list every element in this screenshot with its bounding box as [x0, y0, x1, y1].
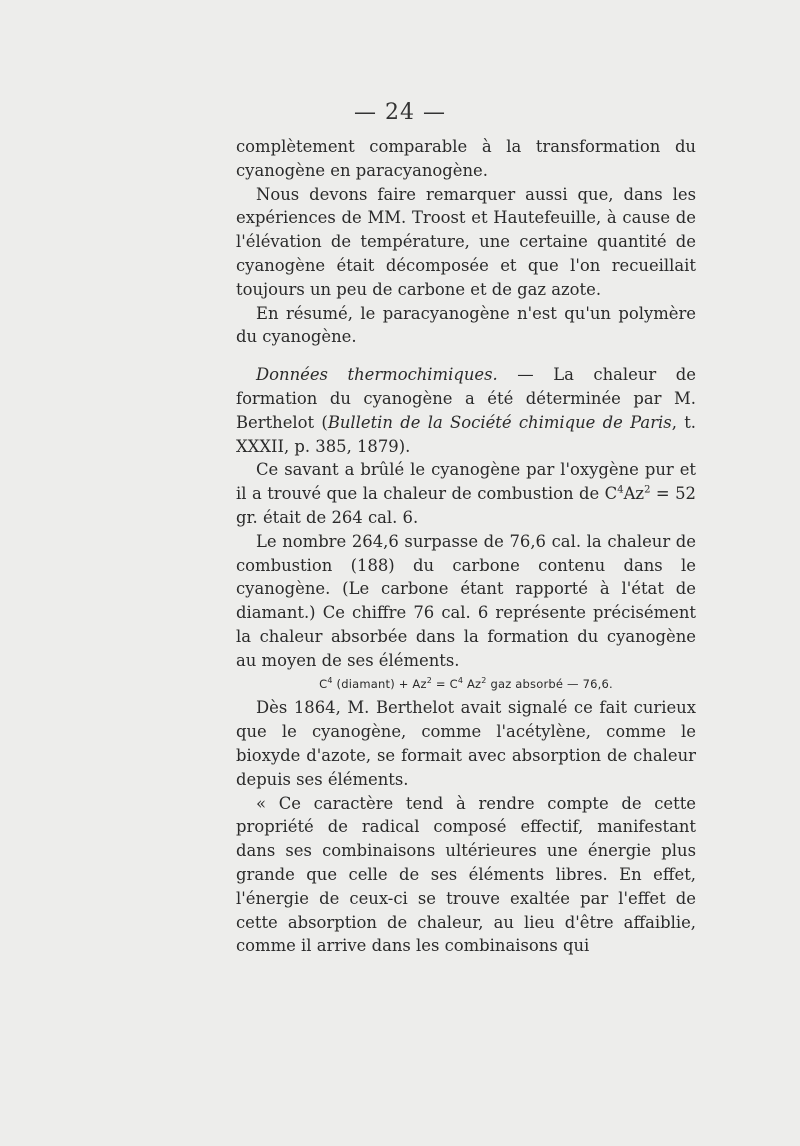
superscript: 2: [426, 675, 433, 685]
superscript: 2: [481, 675, 487, 685]
paragraph-combustion: [236, 458, 696, 529]
journal-reference: Bulletin de la Société chimique de Paris: [327, 412, 672, 432]
text-run: Ce savant a brûlé le cyanogène par l'oxygène pur et il a trouvé que la chaleur de combustion de C: [236, 460, 696, 504]
text-run: (diamant) + Az: [332, 676, 427, 691]
paragraph-thermochimie: [236, 363, 696, 458]
text-run: Az: [463, 676, 482, 691]
text-run: , t. XXXII, p. 385, 1879).: [236, 412, 697, 456]
superscript: 4: [457, 675, 464, 685]
text-run: = C: [432, 676, 458, 691]
chemical-equation: [236, 673, 696, 697]
body-text: [236, 135, 696, 958]
superscript: 4: [617, 484, 624, 496]
text-run: gaz absorbé — 76,6.: [486, 676, 613, 691]
paragraph-continuation: complètement comparable à la transformation du cyanogène en paracyanogène.: [236, 137, 696, 180]
superscript: 4: [327, 675, 333, 685]
paragraph-berthelot-1864: Dès 1864, M. Berthelot avait signalé ce fait curieux que le cyanogène, comme l'acétylène, comme le bioxyde d'azote, se formait avec absorption de chaleur depuis ses éléments.: [236, 698, 696, 789]
paragraph-resume: En résumé, le paracyanogène n'est qu'un polymère du cyanogène.: [236, 303, 696, 347]
section-title: Données thermochimiques.: [256, 365, 498, 385]
text-run: = 52 gr. était de 264 cal. 6.: [236, 484, 696, 527]
page-number: — 24 —: [354, 100, 446, 125]
text-run: — La chaleur de formation du cyanogène a été déterminée par M. Berthelot (: [236, 365, 697, 432]
text-run: Az: [623, 484, 645, 504]
paragraph-troost: Nous devons faire remarquer aussi que, dans les expériences de MM. Troost et Hautefeuille, à cause de l'élévation de température, une certaine quantité de cyanogène était décomposée et que l'on recueillait toujours un peu de carbone et de gaz azote.: [236, 184, 696, 299]
paragraph-quotation: « Ce caractère tend à rendre compte de cette propriété de radical composé effectif, manifestant dans ses combinaisons ultérieures une énergie plus grande que celle de ses éléments libres. En effet, l'énergie de ceux-ci se trouve exaltée par l'effet de cette absorption de chaleur, au lieu d'être affaiblie, comme il arrive dans les combinaisons qui: [236, 793, 696, 956]
paragraph-nombre: Le nombre 264,6 surpasse de 76,6 cal. la chaleur de combustion (188) du carbone contenu dans le cyanogène. (Le carbone étant rapporté à l'état de diamant.) Ce chiffre 76 cal. 6 représente précisément la chaleur absorbée dans la formation du cyanogène au moyen de ses éléments.: [236, 531, 696, 670]
text-run: C: [319, 676, 328, 691]
superscript: 2: [644, 484, 651, 496]
